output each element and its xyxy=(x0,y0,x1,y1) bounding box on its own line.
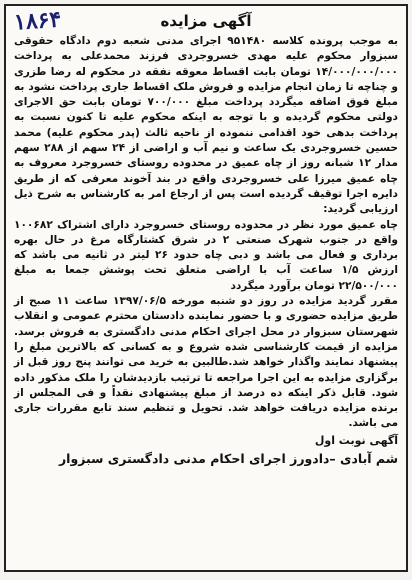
paragraph-case-details: به موجب پرونده کلاسه ۹۵۱۴۸۰ اجرای مدنی شعبه دوم دادگاه حقوقی سبزوار محکوم علیه مهدی خسروجردی فرزند محمدعلی به پرداخت ۱۴/۰۰۰/۰۰۰/۰۰۰ تومان بابت اقساط معوقه نفقه در محکوم له رضا طزری و چناچه تا زمان انجام مزایده و فروش ملک اقساط جاری پرداخت نشود به مبلغ فوق اضافه میگردد پرداخت مبلغ ۷۰۰/۰۰۰ تومان بابت حق الاجرای دولتی محکوم گردیده و با توجه به اینکه محکوم علیه تا کنون نسبت به پرداخت بدهی خود اقدامی ننموده از ناحیه ثالث (پدر محکوم علیه) محمد حسین خسروجردی یک ساعت و نیم آب و اراضی از ۲۴ سهم از ۲۸۸ سهم مدار ۱۲ شبانه روز از چاه عمیق در محدوده روستای خسروجرد معروف به چاه عمیق میرزا علی خسروجردی واقع در بند آخوند معرفی که از طریق دایره اجرا توقیف گردیده است پس از ارجاع امر به کارشناس به شرح ذیل ارزیابی گردید: xyxy=(14,35,398,216)
legal-notice xyxy=(4,4,408,572)
notice-title: آگهی مزایده xyxy=(160,12,252,30)
paragraph-auction-terms: مقرر گردید مزایده در روز دو شنبه مورخه ۱۳۹۷/۰۶/۵ ساعت ۱۱ صبح از طریق مزایده حضوری و با حضور نماینده دادستان محترم عمومی و انقلاب شهرستان سبزوار در محل اجرای احکام مدنی دادگستری به فروش برسد. مزایده از قیمت کارشناسی شده شروع و به کسانی که بالاترین مبلغ را پیشنهاد نمایند واگذار خواهد شد.طالبین به خرید می توانند پنج روز قبل از برگزاری مزایده به این اجرا مراجعه تا ترتیب بازدیدشان را ملک مذکور داده شود. قابل ذکر اینکه ده درصد از مبلغ پیشنهادی نقداً و فی المجلس از برنده مزایده دریافت خواهد شد. تحویل و تنظیم سند تابع مقررات جاری می باشد. xyxy=(14,295,398,430)
notice-body xyxy=(6,34,406,432)
paragraph-valuation: چاه عمیق مورد نظر در محدوده روستای خسروجرد دارای اشتراک ۱۰۰۶۸۲ واقع در جنوب شهرک صنعتی ۲ در شرق کشتارگاه مرغ در حال بهره برداری و فعال می باشد و دبی چاه حدود ۲۶ لیتر در ثانیه می باشد که ارزش ۱/۵ ساعت آب با اراضی متعلق تحت پوشش جمعا به مبلغ ۲۲/۵۰۰/۰۰۰ تومان برآورد میگردد xyxy=(14,218,399,292)
signature-line: شم آبادی –دادورز اجرای احکام مدنی دادگستری سبزوار xyxy=(58,450,398,466)
notice-round: آگهی نوبت اول xyxy=(314,433,398,447)
handwritten-number: ۱۸۶۴ xyxy=(13,6,63,36)
